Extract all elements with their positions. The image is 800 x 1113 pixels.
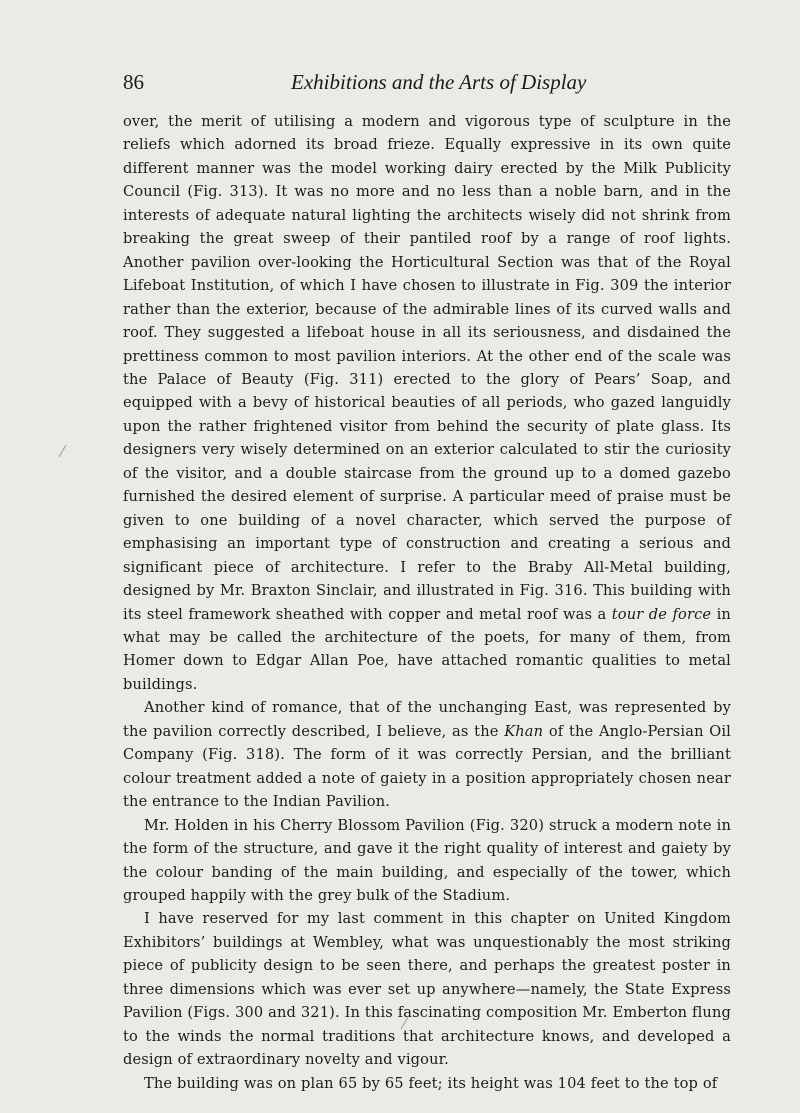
page-number: 86: [123, 70, 144, 94]
pencil-mark-margin: [59, 445, 67, 458]
paragraph-2-end: of the Anglo-Persian Oil Company (Fig. 318). The form of it was correctly Persian, and the brilliant colour treatment added a note of gaiety in a position appropriately chosen near the entrance to the Indian Pavilion.: [123, 722, 732, 811]
running-title: Exhibitions and the Arts of Display: [291, 70, 587, 94]
paragraph-1: [123, 110, 731, 696]
paragraph-4: I have reserved for my last comment in this chapter on United Kingdom Exhibitors’ buildings at Wembley, what was unquestionably the most striking piece of publicity design to be seen there, and perhaps the greatest poster in three dimensions which was ever set up anywhere—namely, the State Express Pavilion (Figs. 300 and 321). In this fascinating composition Mr. Emberton flung to the winds the normal traditions that architecture knows, and developed a design of extraordinary novelty and vigour.: [123, 910, 731, 1069]
italic-phrase-tour-de-force: tour de force: [611, 605, 712, 623]
paragraph-1-end: in what may be called the architecture of the poets, for many of them, from Homer down to Edgar Allan Poe, have attached romantic qualities to metal buildings.: [123, 605, 731, 693]
paragraph-2: [123, 696, 731, 813]
page-header: [123, 70, 733, 100]
paragraph-5: The building was on plan 65 by 65 feet; its height was 104 feet to the top of: [144, 1074, 718, 1092]
paragraph-2-start: Another kind of romance, that of the unchanging East, was represented by the pavilion correctly described, I believe, as the: [123, 699, 731, 740]
paragraph-3: Mr. Holden in his Cherry Blossom Pavilion (Fig. 320) struck a modern note in the form of the structure, and gave it the right quality of interest and gaiety by the colour banding of the main building, and especially of the tower, which grouped happily with the grey bulk of the Stadium.: [123, 816, 731, 904]
body-text: [123, 110, 731, 1095]
paragraph-1-text: over, the merit of utilising a modern and vigorous type of sculpture in the reliefs which adorned its broad frieze. Equally expressive in its own quite different manner was the model working dairy erected by the Milk Publicity Council (Fig. 313). It was no more and no less than a noble barn, and in the interests of adequate natural lighting the architects wisely did not shrink from breaking the great sweep of their pantiled roof by a range of roof lights. Another pavilion over-looking the Horticultural Section was that of the Royal Lifeboat Institution, of which I have chosen to illustrate in Fig. 309 the interior rather than the exterior, because of the admirable lines of its curved walls and roof. They suggested a lifeboat house in all its seriousness, and disdained the prettiness common to most pavilion interiors. At the other end of the scale was the Palace of Beauty (Fig. 311) erected to the glory of Pears’ Soap, and equipped with a bevy of historical beauties of all periods, who gazed languidly upon the rather frightened visitor from behind the security of plate glass. Its designers very wisely determined on an exterior calculated to stir the curiosity of the visitor, and a double staircase from the ground up to a domed gazebo furnished the desired element of surprise. A particular meed of praise must be given to one building of a novel character, which served the purpose of emphasising an important type of construction and creating a serious and significant piece of architecture. I refer to the Braby All-Metal building, designed by Mr. Braxton Sinclair, and illustrated in Fig. 316. This building with its steel framework sheathed with copper and metal roof was a: [123, 113, 731, 623]
italic-word-khan: Khan: [504, 722, 544, 740]
